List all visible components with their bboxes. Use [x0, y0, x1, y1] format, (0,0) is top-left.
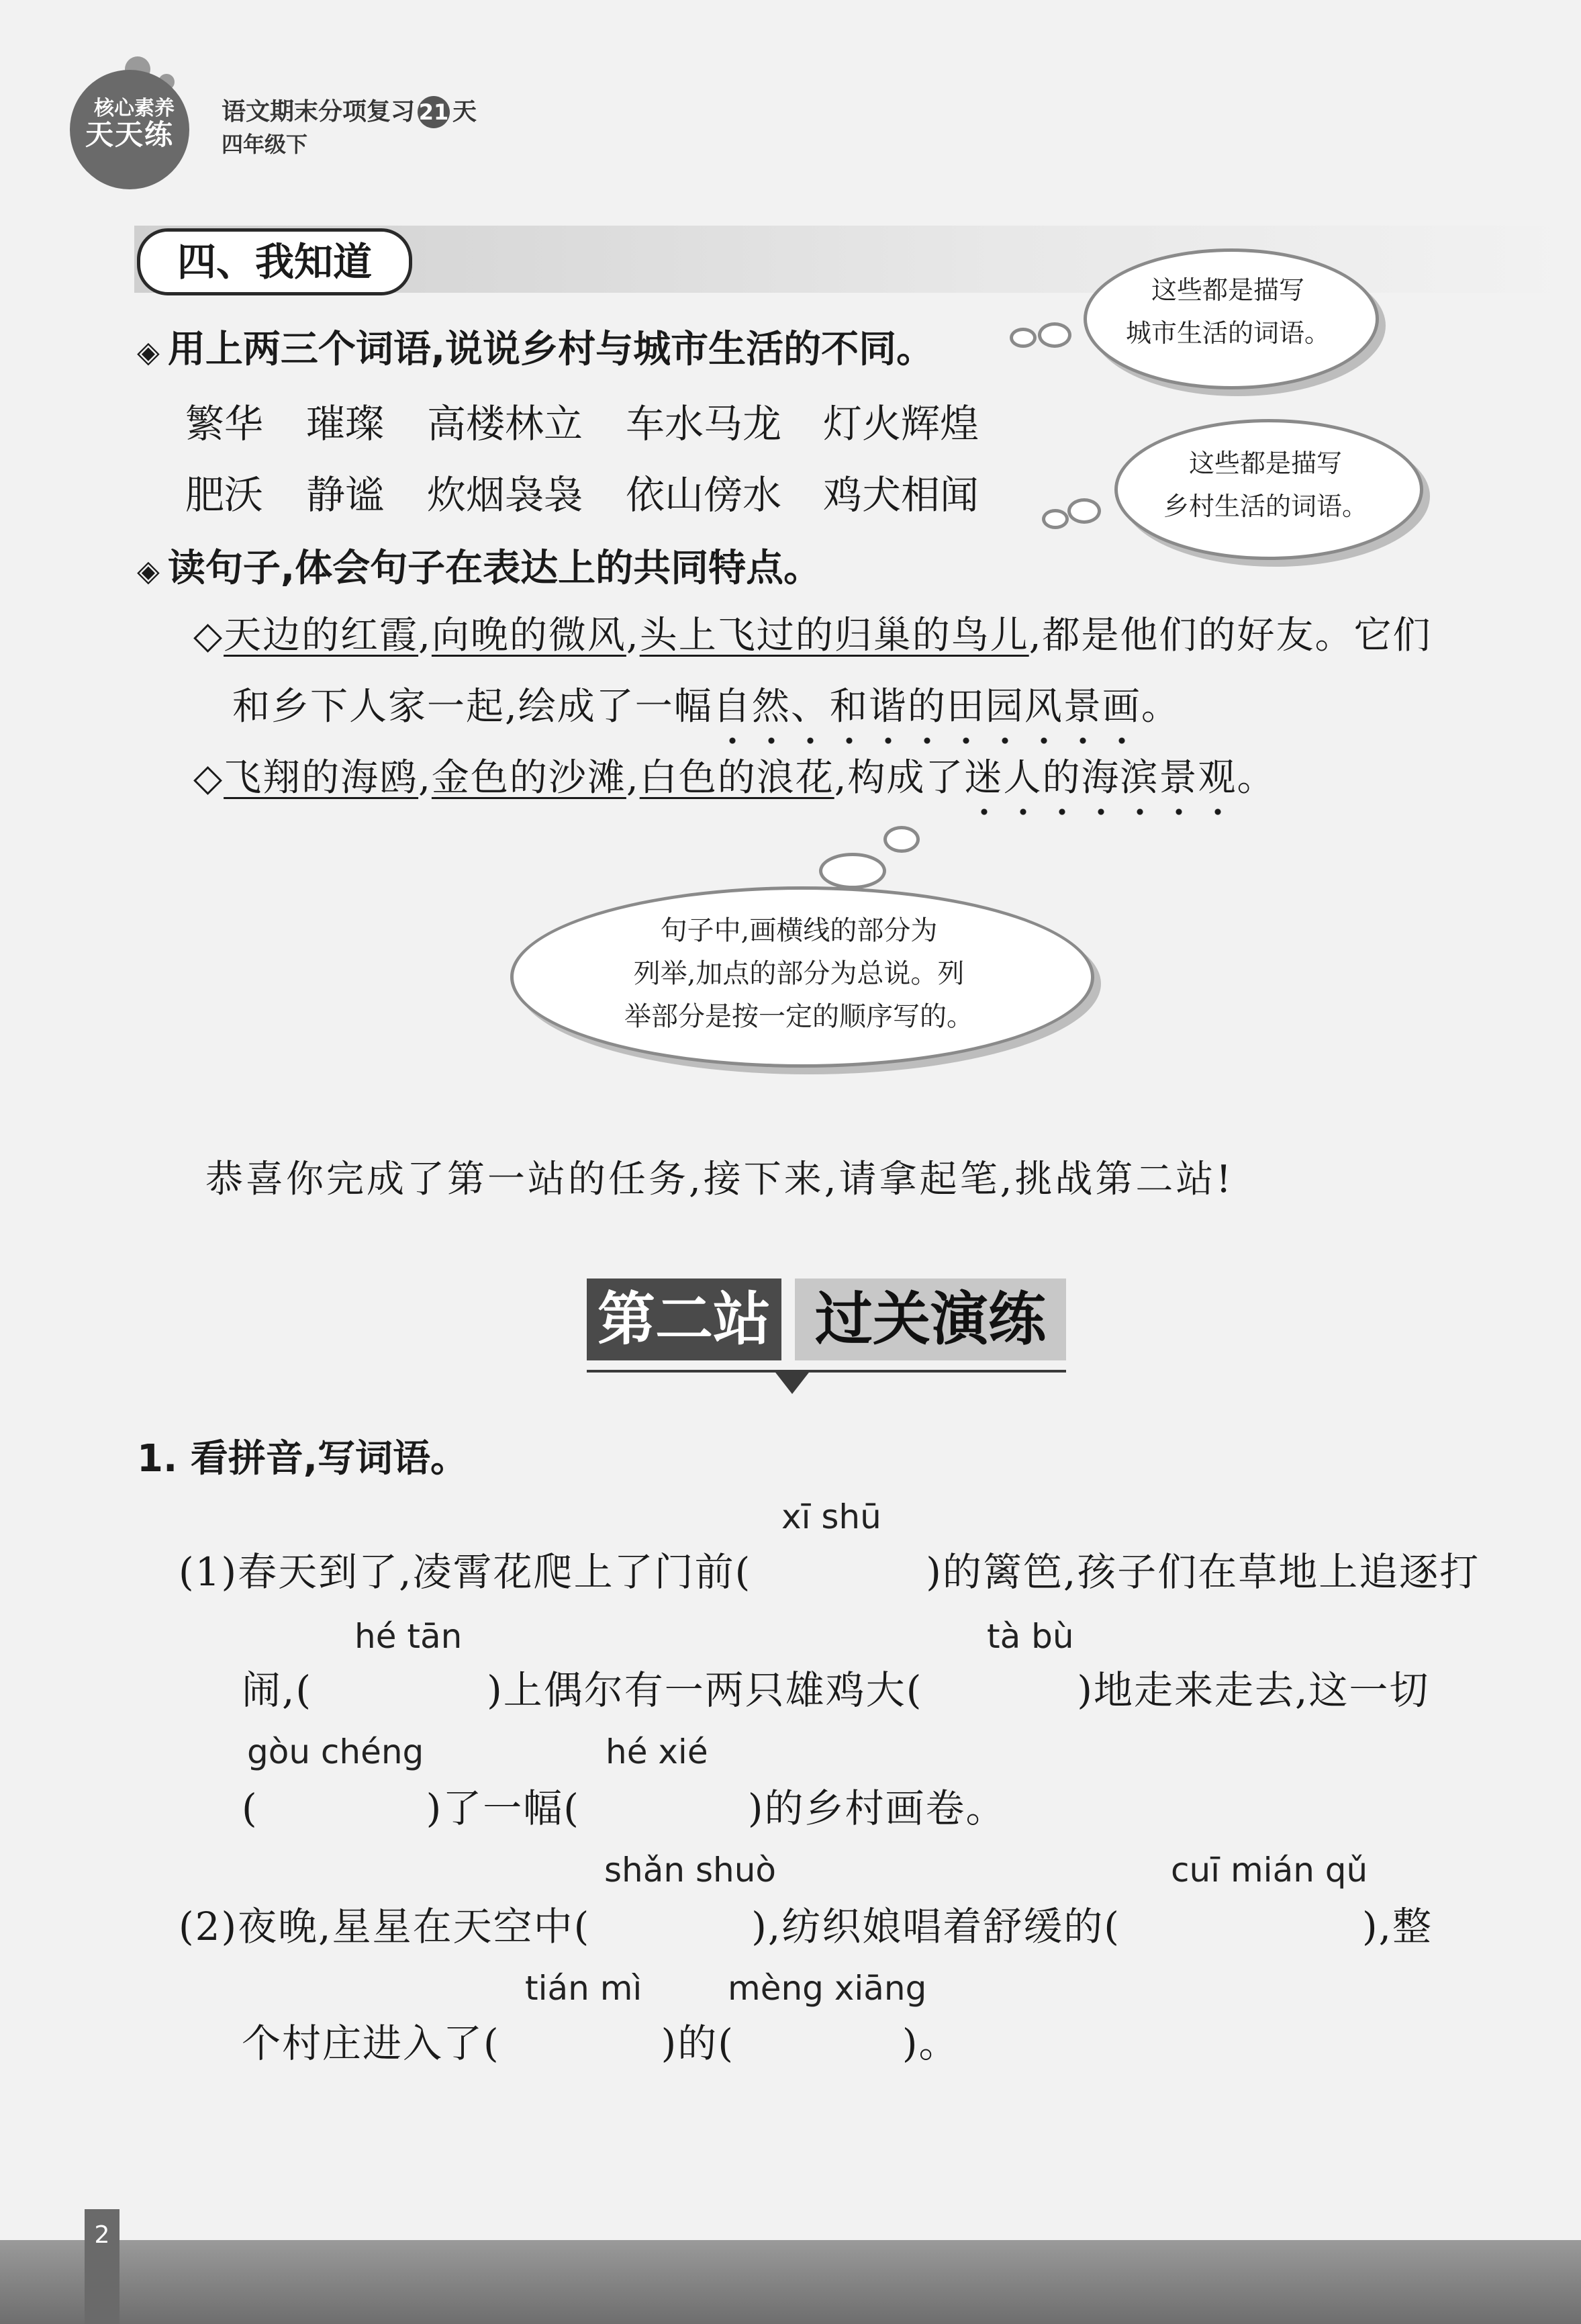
underlined-phrase: 白色的浪花: [639, 756, 834, 800]
cloud-line: 城市生活的词语。: [1125, 318, 1330, 348]
exercise-line: [179, 1895, 1433, 1951]
pinyin-label: xī shū: [781, 1497, 881, 1536]
pinyin-label: cuī mián qǔ: [1171, 1851, 1368, 1890]
word-item: 肥沃: [185, 472, 264, 518]
word-item: 繁华: [185, 401, 264, 447]
diamond-icon: ◇: [193, 614, 224, 657]
sentence-text: 和乡下人家一起,绘成了一幅: [232, 685, 713, 729]
period: 。: [1141, 685, 1180, 729]
exercise-title: 1. 看拼音,写词语。: [137, 1437, 469, 1481]
comma: ,: [418, 756, 432, 800]
logo-main-text: 天天练: [85, 118, 174, 151]
sentence-1-line-2: [232, 677, 1180, 731]
cloud-village-text: [1114, 442, 1417, 528]
station-pointer: [773, 1370, 811, 1394]
exercise-line: [179, 1540, 1480, 1597]
pinyin-label: tián mì: [525, 1969, 642, 2008]
sentence-2: [193, 748, 1276, 802]
exercise-text: ),整: [1361, 1904, 1433, 1949]
dotted-phrase-text: 自然、和谐的田园风景画: [712, 685, 1141, 729]
underlined-phrase: 金色的沙滩: [431, 756, 626, 800]
pinyin-label: mèng xiāng: [728, 1969, 927, 2008]
graduation-cap-icon: ◈: [137, 335, 160, 369]
cloud-line: 这些都是描写: [1188, 449, 1342, 478]
exercise-text: )的(: [661, 2020, 734, 2066]
thought-bubble-dot: [1067, 498, 1101, 524]
exercise-line: [242, 2012, 959, 2068]
word-item: 炊烟袅袅: [427, 472, 583, 518]
cloud-line: 举部分是按一定的顺序写的。: [624, 1001, 973, 1032]
book-title: [222, 93, 477, 128]
footer-bar: [0, 2240, 1581, 2324]
underlined-phrase: 头上飞过的归巢的鸟儿: [639, 614, 1029, 657]
pinyin-label: hé tān: [354, 1617, 463, 1656]
word-item: 静谧: [306, 472, 385, 518]
word-item: 高楼林立: [427, 401, 583, 447]
diamond-icon: ◇: [193, 756, 224, 800]
pinyin-label: tà bù: [987, 1617, 1074, 1656]
exercise-line: [242, 1659, 1429, 1715]
cloud-line: 句子中,画横线的部分为: [660, 915, 938, 946]
exercise-text: )了一幅(: [426, 1785, 580, 1831]
word-item: 璀璨: [306, 401, 385, 447]
exercise-text: )地走来走去,这一切: [1077, 1667, 1430, 1713]
comma: ,: [626, 614, 640, 657]
exercise-text: )的乡村画卷。: [747, 1785, 1006, 1831]
thought-bubble-dot: [1038, 322, 1071, 348]
cloud-line: 这些都是描写: [1151, 275, 1304, 305]
question-2: [137, 539, 821, 592]
sentence-text: ,都是他们的好友。它们: [1028, 614, 1432, 657]
thought-bubble-dot: [883, 826, 920, 853]
question-2-text: 读句子,体会句子在表达上的共同特点。: [167, 547, 822, 590]
comma: ,: [418, 614, 432, 657]
dotted-phrase: [713, 677, 1141, 731]
exercise-text: )的篱笆,孩子们在草地上追逐打: [926, 1549, 1480, 1595]
book-title-number: 21: [418, 96, 450, 128]
question-1: [137, 320, 934, 373]
sentence-text: ,构成了: [834, 756, 965, 800]
station-number: 第二站: [587, 1279, 781, 1360]
exercise-text: 闹,(: [242, 1667, 313, 1713]
word-item: 鸡犬相闻: [823, 472, 979, 518]
comma: ,: [626, 756, 640, 800]
pinyin-label: shǎn shuò: [604, 1851, 776, 1890]
exercise-text: (: [242, 1785, 258, 1831]
station-title: 过关演练: [795, 1279, 1066, 1360]
exercise-text: 个村庄进入了(: [242, 2020, 500, 2066]
cloud-city-text: [1084, 269, 1372, 355]
thought-bubble-dot: [1010, 328, 1037, 348]
exercise-text: )。: [902, 2020, 959, 2066]
word-item: 车水马龙: [626, 401, 782, 447]
dotted-phrase-text: 迷人的海滨景观: [964, 756, 1237, 800]
exercise-text: (2)夜晚,星星在天空中(: [179, 1904, 591, 1949]
underlined-phrase: 天边的红霞: [224, 614, 419, 657]
page-number: 2: [85, 2209, 119, 2324]
section-heading: 四、我知道: [137, 228, 412, 295]
thought-bubble-dot: [819, 853, 886, 889]
book-title-prefix: 语文期末分项复习: [222, 98, 416, 126]
logo-top-text: 核心素养: [94, 97, 175, 120]
exercise-line: [242, 1777, 1006, 1833]
grade-label: 四年级下: [222, 132, 308, 157]
station-divider: [587, 1370, 1066, 1373]
exercise-text: )上偶尔有一两只雄鸡大(: [487, 1667, 923, 1713]
congrats-message: 恭喜你完成了第一站的任务,接下来,请拿起笔,挑战第二站!: [205, 1158, 1234, 1201]
book-title-suffix: 天: [452, 98, 477, 126]
underlined-phrase: 向晚的微风: [431, 614, 626, 657]
emphasis-dots: [713, 737, 1141, 744]
cloud-line: 列举,加点的部分为总说。列: [633, 958, 965, 989]
dotted-phrase: [965, 748, 1237, 802]
cloud-line: 乡村生活的词语。: [1163, 492, 1368, 521]
cloud-summary-text: [510, 909, 1088, 1038]
question-1-text: 用上两三个词语,说说乡村与城市生活的不同。: [167, 328, 935, 371]
word-item: 依山傍水: [626, 472, 782, 518]
pinyin-label: gòu chéng: [247, 1732, 424, 1771]
pinyin-label: hé xié: [606, 1732, 708, 1771]
sentence-1-line-1: [193, 606, 1432, 659]
word-item: 灯火辉煌: [823, 401, 979, 447]
exercise-text: (1)春天到了,凌霄花爬上了门前(: [179, 1549, 752, 1595]
exercise-text: ),纺织娘唱着舒缓的(: [751, 1904, 1120, 1949]
period: 。: [1237, 756, 1276, 800]
underlined-phrase: 飞翔的海鸥: [224, 756, 419, 800]
graduation-cap-icon: ◈: [137, 554, 160, 588]
emphasis-dots: [965, 808, 1237, 815]
thought-bubble-dot: [1042, 509, 1069, 529]
